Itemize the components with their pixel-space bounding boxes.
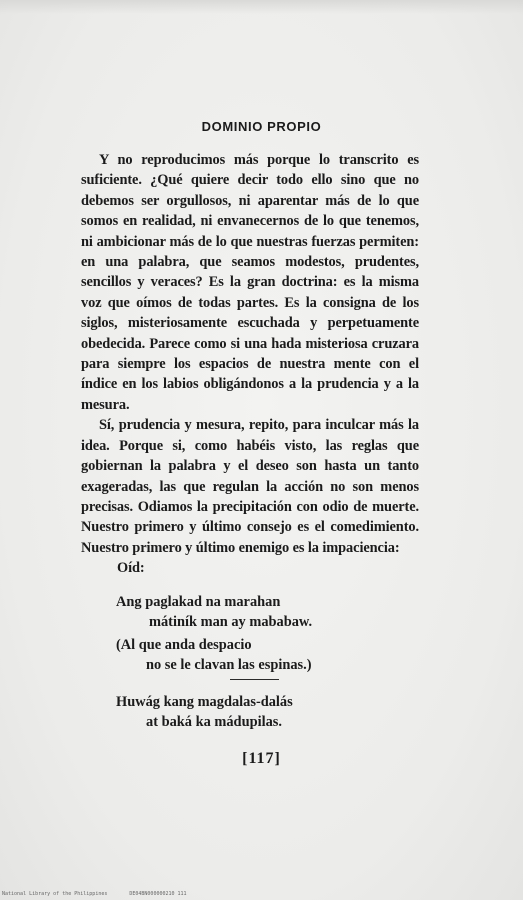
verse-line: Ang paglakad na marahan <box>116 594 281 610</box>
verse-line: mátiník man ay mababaw. <box>149 614 313 630</box>
verse-line: no se le clavan las espinas.) <box>146 657 312 673</box>
scan-footer <box>2 891 187 897</box>
paragraph-2: Sí, prudencia y mesura, repito, para inculcar más la idea. Porque si, como habéis visto, las reglas que gobiernan la palabra y el deseo son hasta un tanto exageradas, las que regulan la acción no son menos precisas. Odiamos la precipitación con odio de muerte. Nuestro primero y último consejo es el comedimiento. Nuestro primero y último enemigo es la impaciencia: <box>81 417 419 556</box>
page-number: [117] <box>242 750 281 767</box>
separator-rule <box>230 679 279 680</box>
running-header: DOMINIO PROPIO <box>201 119 322 134</box>
verse-line: at baká ka mádupilas. <box>146 714 282 730</box>
verse-spanish <box>116 635 312 675</box>
verse-tagalog-1 <box>116 592 312 632</box>
verse-line: Huwág kang magdalas-dalás <box>116 694 293 710</box>
footer-code: DE04BN000000210 111 <box>129 891 187 897</box>
footer-library: National Library of the Philippines <box>2 891 108 897</box>
oid-line: Oíd: <box>117 560 145 577</box>
verse-tagalog-2 <box>116 692 293 732</box>
scan-shadow <box>0 0 523 14</box>
paragraph-1: Y no reproducimos más porque lo transcrito es suficiente. ¿Qué quiere decir todo ello sino que no debemos ser orgullosos, ni aparentar más de lo que somos en realidad, ni envanecernos de lo que tenemos, ni ambicionar más de lo que nuestras fuerzas permiten: en una palabra, que seamos modestos, prudentes, sencillos y veraces? Es la gran doctrina: es la misma voz que oímos de todas partes. Es la consigna de los siglos, misteriosamente escuchada y perpetuamente obedecida. Parece como si una hada misteriosa cruzara para siempre los espacios de nuestra mente con el índice en los labios obligándonos a la prudencia y a la mesura. <box>81 152 419 413</box>
verse-line: (Al que anda despacio <box>116 637 252 653</box>
body-text <box>81 150 419 579</box>
